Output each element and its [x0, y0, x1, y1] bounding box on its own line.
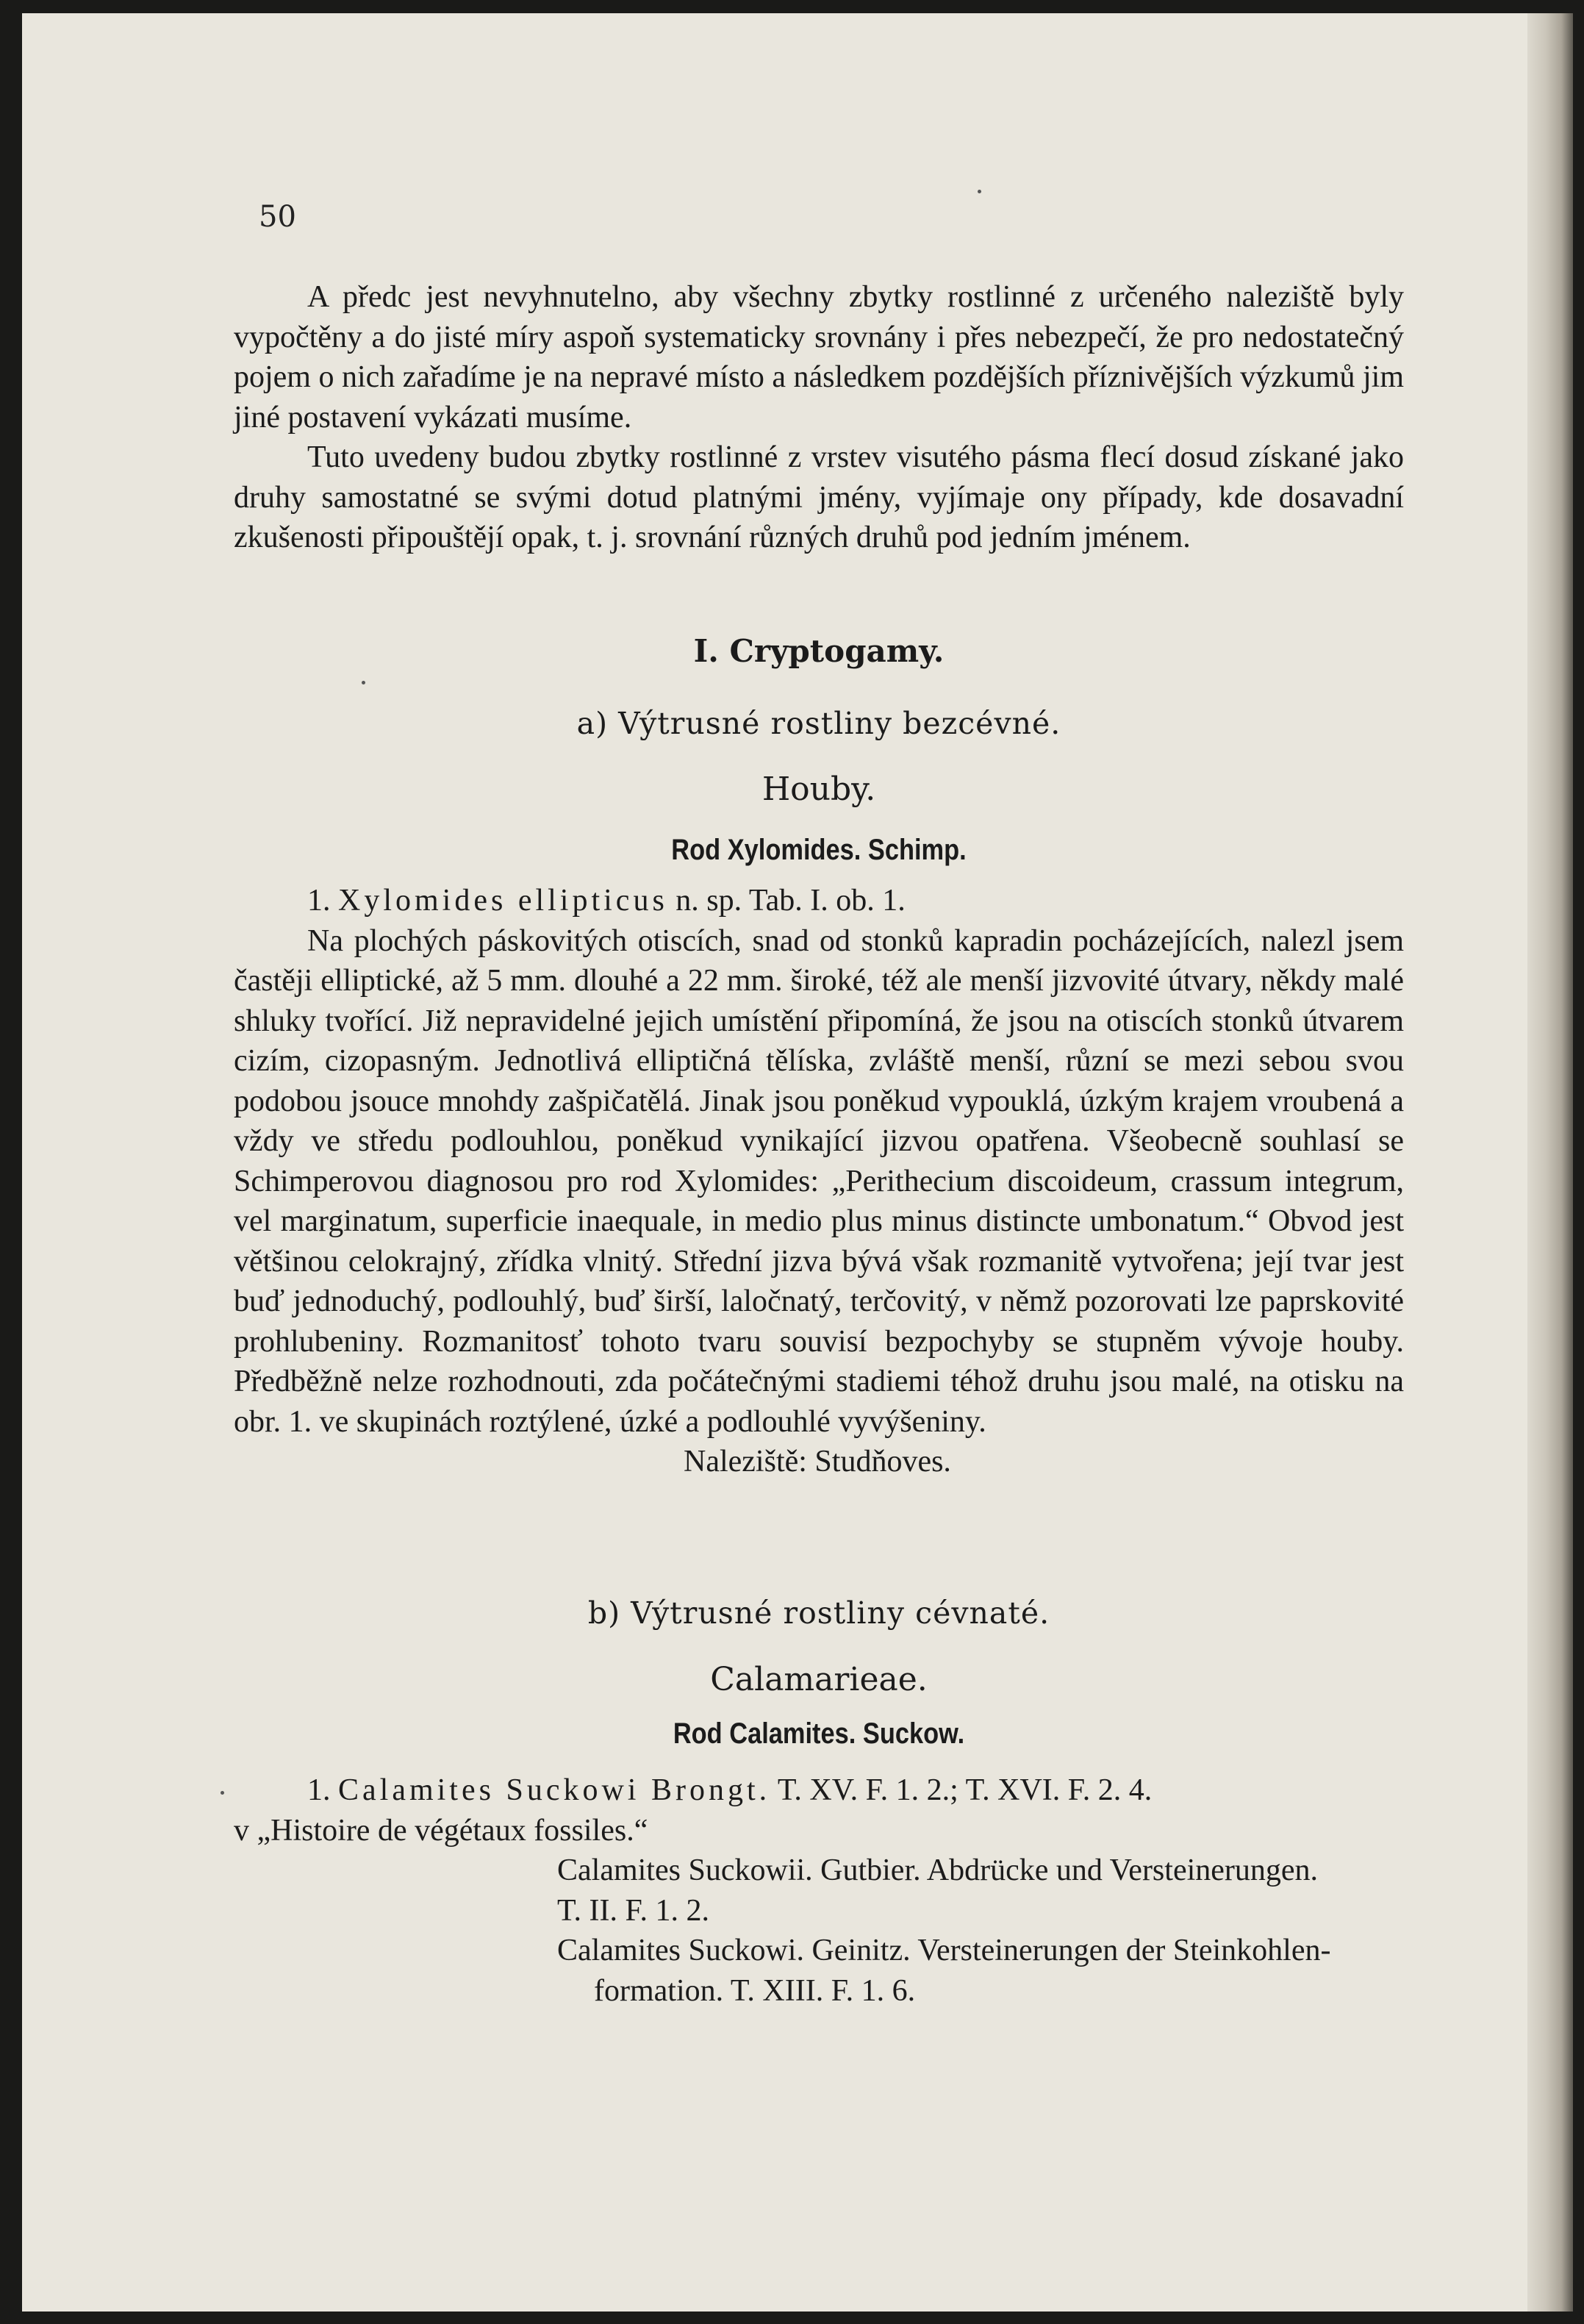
genus-heading-calamites: Rod Calamites. Suckow. [673, 1717, 965, 1750]
synonym-geinitz: Calamites Suckowi. Geinitz. Versteinerungen der Steinkohlen- [557, 1934, 1331, 1967]
species-reference: n. sp. Tab. I. ob. 1. [675, 884, 906, 918]
print-speck [978, 190, 981, 193]
species-reference: T. XV. F. 1. 2.; T. XVI. F. 2. 4. [777, 1773, 1153, 1807]
print-speck [362, 681, 365, 684]
intro-paragraph-2: Tuto uvedeny budou zbytky rostlinné z vrstev visutého pásma flecí dosud získané jako druhy samostatné se svými dotud platnými jmény, vyjímaje ony případy, kde dosavadní zkušenosti připouštějí opak, t. j. srovnání různých druhů pod jedním jménem. [234, 440, 1404, 554]
xylomides-locality: Naleziště: Studňoves. [684, 1445, 951, 1479]
class-heading-houby: Houby. [761, 771, 876, 808]
intro-text [234, 277, 1404, 558]
species-number: 1. [307, 1773, 331, 1807]
xylomides-title [234, 881, 1404, 921]
subheading-b: b) Výtrusné rostliny cévnaté. [587, 1595, 1050, 1631]
page-number: 50 [259, 200, 296, 234]
species-number: 1. [307, 884, 331, 918]
print-speck [221, 1791, 224, 1795]
class-heading-calamarieae: Calamarieae. [710, 1661, 928, 1698]
species-name: Calamites Suckowi Brongt. [338, 1773, 771, 1807]
synonym-gutbier: Calamites Suckowii. Gutbier. Abdrücke und Versteinerungen. [557, 1853, 1319, 1887]
synonym-geinitz-ref: formation. T. XIII. F. 1. 6. [594, 1973, 916, 2008]
xylomides-description: Na plochých páskovitých otiscích, snad od stonků kapradin pocházejících, nalezl jsem častěji elliptické, až 5 mm. dlouhé a 22 mm. široké, též ale menší jizvovité útvary, někdy malé shluky tvořící. Již nepravidelné jejich umístění připomíná, že jsou na otiscích stonků útvarem cizím, cizopasným. Jednotlivá elliptičná tělíska, zvláště menší, různí se mezi sebou svou podobou jsouce mnohdy zašpičatělá. Jinak jsou poněkud vypouklá, úzkým krajem vroubená a vždy ve středu podlouhlou, poněkud vynikající jizvou opatřena. Všeobecně souhlasí se Schimperovou diagnosou pro rod Xylomides: „Perithecium discoideum, crassum integrum, vel marginatum, superficie inaequale, in medio plus minus distincte umbonatum.“ Obvod jest většinou celokrajný, zřídka vlnitý. Střední jizva bývá však rozmanitě vytvořena; její tvar jest buď jednoduchý, podlouhlý, buď širší, laločnatý, terčovitý, v němž pozorovati lze paprskovité prohlubeniny. Rozmanitosť tohoto tvaru souvisí bezpochyby se stupněm vývoje houby. Předběžně nelze rozhodnouti, zda počátečnými stadiemi téhož druhu jsou malé, na otisku na obr. 1. ve skupinách roztýlené, úzké a podlouhlé vyvýšeniny. [234, 923, 1404, 1439]
heading-cryptogamy: I. Cryptogamy. [693, 633, 945, 669]
subheading-a: a) Výtrusné rostliny bezcévné. [576, 706, 1061, 741]
page-spine-shadow [1527, 13, 1573, 2312]
species-name: Xylomides ellipticus [338, 884, 668, 918]
calamites-title [234, 1770, 1404, 1811]
intro-paragraph-1: A předc jest nevyhnutelno, aby všechny zbytky rostlinné z určeného naleziště byly vypočtěny a do jisté míry aspoň systematicky srovnány i přes nebezpečí, že pro nedostatečný pojem o nich zařadíme je na nepravé místo a následkem pozdějších příznivějších výzkumů jim jiné postavení vykázati musíme. [234, 280, 1405, 435]
synonym-gutbier-ref: T. II. F. 1. 2. [557, 1893, 710, 1928]
xylomides-entry [234, 881, 1404, 1482]
genus-heading-xylomides: Rod Xylomides. Schimp. [671, 834, 967, 866]
calamites-entry [234, 1770, 1404, 2011]
calamites-source: v „Histoire de végétaux fossiles.“ [234, 1813, 648, 1848]
